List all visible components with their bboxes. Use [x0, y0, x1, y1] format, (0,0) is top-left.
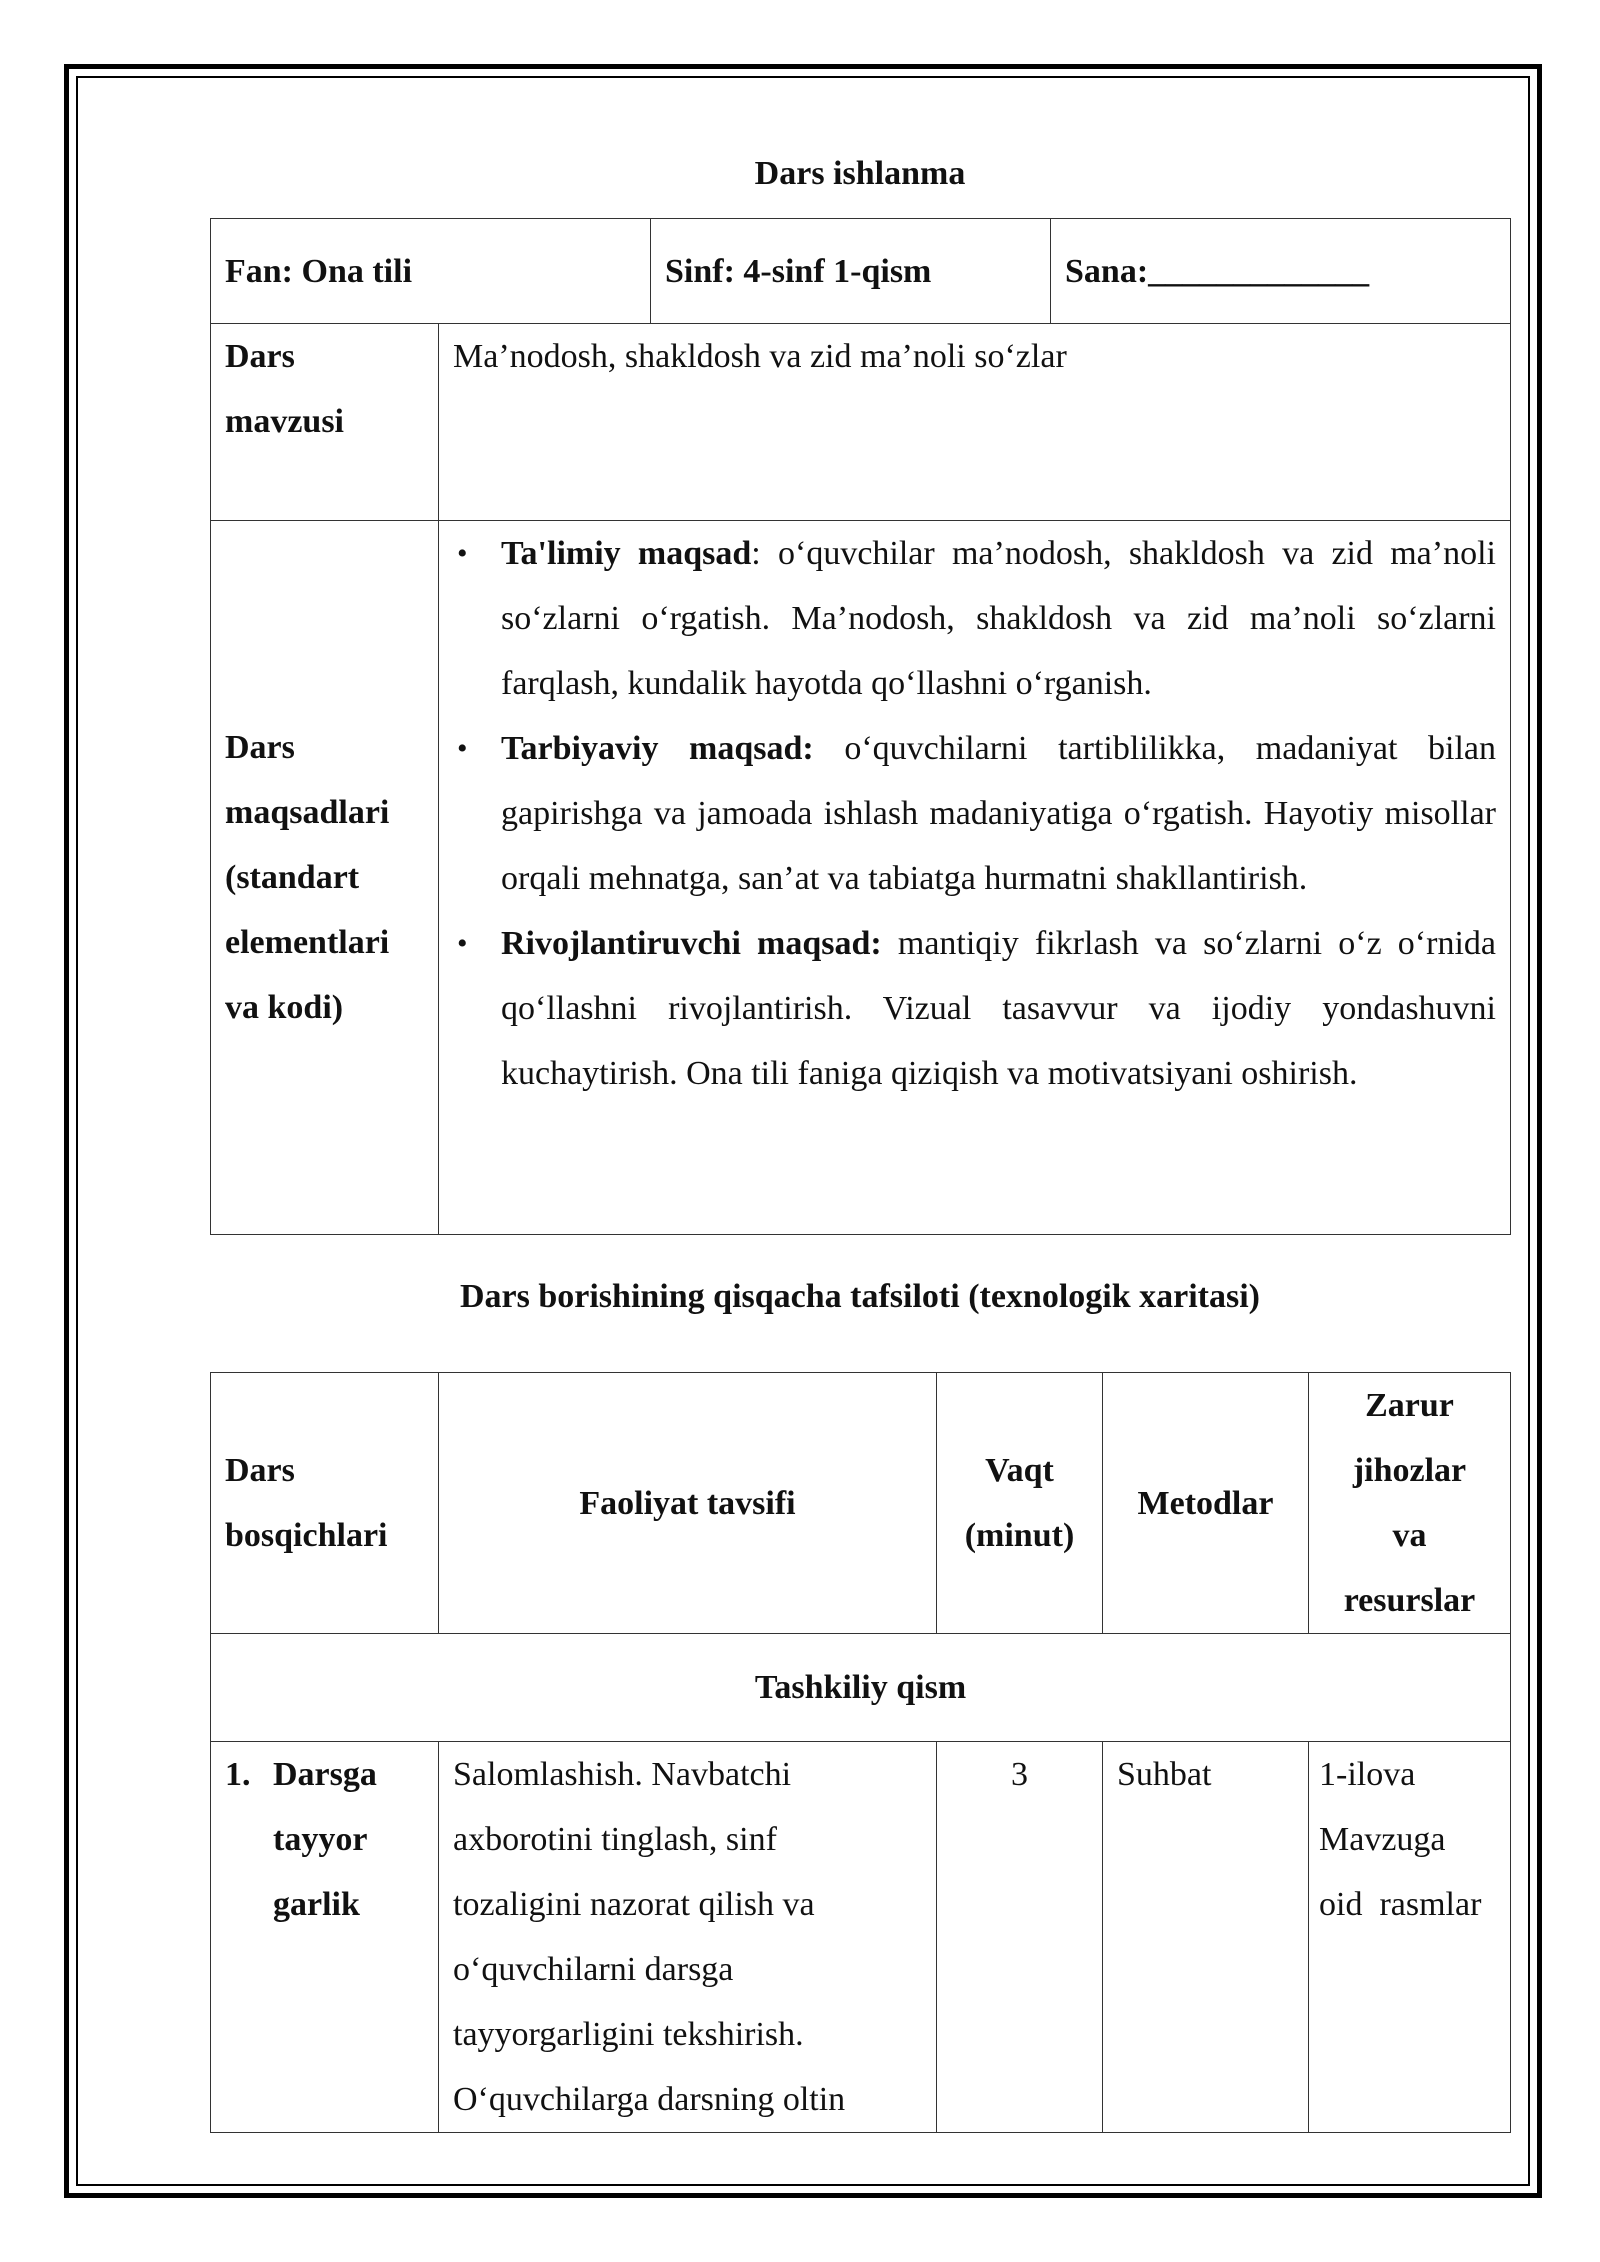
subject-cell: Fan: Ona tili	[211, 219, 651, 324]
section-title: Dars borishining qisqacha tafsiloti (texnologik xaritasi)	[459, 1278, 1260, 1315]
goals-content	[439, 521, 1511, 1235]
resource-cell: 1-ilova Mavzuga oid rasmlar	[1309, 1742, 1511, 2133]
goal-heading: Tarbiyaviy maqsad:	[501, 730, 814, 767]
goal-educational	[453, 521, 1496, 716]
goal-text: : o‘quvchilar ma’nodosh, shakldosh va zid ma’noli so‘zlarni o‘rgatish. Ma’nodosh, shakldosh va zid ma’noli so‘zlarni farqlash, kundalik hayotda qo‘llashni o‘rganish.	[501, 535, 1496, 702]
header-table	[210, 218, 1511, 324]
goals-label: Dars maqsadlari (standart elementlari va kodi)	[211, 521, 439, 1235]
technological-map-table	[210, 1372, 1511, 2133]
goal-heading: Ta'limiy maqsad	[501, 535, 752, 572]
stage-number: 1.	[225, 1756, 251, 1793]
bullet-icon: •	[457, 927, 468, 960]
table-row	[211, 1742, 1511, 2133]
activity-cell: Salomlashish. Navbatchi axborotini tinglash, sinf tozaligini nazorat qilish va o‘quvchilarni darsga tayyorgarligini tekshirish. O‘quvchilarga darsning oltin	[439, 1742, 937, 2133]
grade-cell: Sinf: 4-sinf 1-qism	[651, 219, 1051, 324]
section-row-organizational: Tashkiliy qism	[211, 1634, 1511, 1742]
goal-text: o‘quvchilarni tartiblilikka, madaniyat bilan gapirishga va jamoada ishlash madaniyatiga o‘rgatish. Hayotiy misollar orqali mehnatga, san’at va tabiatga hurmatni shakllantirish.	[501, 730, 1496, 897]
goal-heading: Rivojlantiruvchi maqsad:	[501, 925, 882, 962]
time-cell: 3	[937, 1742, 1103, 2133]
header-activity: Faoliyat tavsifi	[439, 1373, 937, 1634]
document-title: Dars ishlanma	[754, 155, 966, 192]
header-time: Vaqt (minut)	[937, 1373, 1103, 1634]
stage-cell	[211, 1742, 439, 2133]
bullet-icon: •	[457, 537, 468, 570]
header-methods: Metodlar	[1103, 1373, 1309, 1634]
stage-name: Darsga tayyor garlik	[273, 1756, 377, 1923]
goals-list	[453, 521, 1496, 1106]
goal-text: mantiqiy fikrlash va so‘zlarni o‘z o‘rnida qo‘llashni rivojlantirish. Vizual tasavvur va ijodiy yondashuvni kuchaytirish. Ona tili faniga qiziqish va motivatsiyani oshirish.	[501, 925, 1496, 1092]
header-resources: Zarur jihozlar va resurslar	[1309, 1373, 1511, 1634]
header-stages: Dars bosqichlari	[211, 1373, 439, 1634]
method-cell: Suhbat	[1103, 1742, 1309, 2133]
topic-goals-table	[210, 323, 1511, 1235]
topic-label: Dars mavzusi	[211, 324, 439, 521]
bullet-icon: •	[457, 732, 468, 765]
topic-value: Ma’nodosh, shakldosh va zid ma’noli so‘zlar	[439, 324, 1511, 521]
date-cell: Sana:_____________	[1051, 219, 1511, 324]
goal-upbringing	[453, 716, 1496, 911]
goal-developmental	[453, 911, 1496, 1106]
